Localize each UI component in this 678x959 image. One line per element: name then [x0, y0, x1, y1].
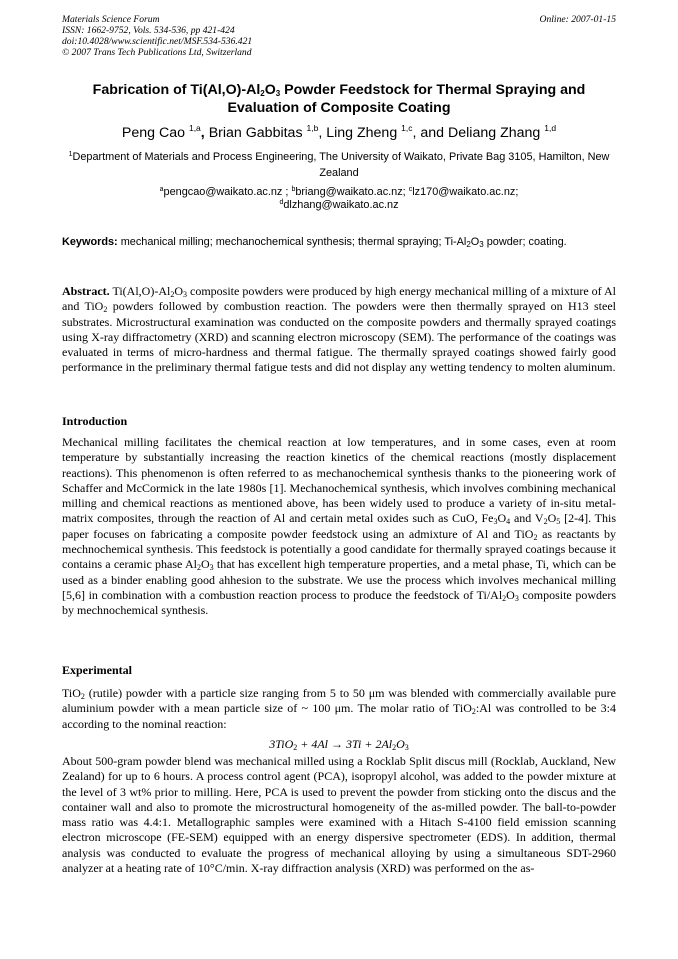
author-affil-mark: 1,d — [544, 123, 557, 133]
reaction-equation — [62, 737, 616, 752]
author-name: Ling Zheng — [326, 125, 398, 141]
intro-sub: 2 — [196, 563, 201, 573]
keywords — [62, 235, 616, 249]
abstract-text: composite powders were produced by high energy mechanical milling of a mixture of Al and TiO — [62, 284, 617, 314]
exp-sub: 2 — [471, 707, 476, 717]
email-a[interactable]: pengcao@waikato.ac.nz ; — [163, 186, 289, 198]
intro-text: [2-4]. This paper focuses on fabricating a composite powder feedstock using an admixture of Al and TiO — [62, 511, 617, 541]
email-c[interactable]: lz170@waikato.ac.nz; — [412, 186, 519, 198]
abstract-text: O — [174, 284, 184, 298]
intro-text: O — [506, 587, 515, 602]
keywords-label: Keywords: — [62, 236, 118, 248]
journal-header — [62, 14, 616, 58]
online-date: Online: 2007-01-15 — [539, 14, 616, 25]
affiliation-text: Department of Materials and Process Engineering, The University of Waikato, Private Bag 3105, Hamilton, New Zealand — [72, 151, 610, 179]
author-name: Deliang Zhang — [448, 125, 541, 141]
email-mark-c: c — [408, 186, 413, 193]
abstract-sub: 2 — [170, 290, 175, 299]
keywords-text: mechanical milling; mechanochemical synthesis; thermal spraying; Ti-Al — [117, 236, 467, 248]
equation-text: O — [396, 737, 405, 751]
intro-sub: 4 — [506, 517, 511, 527]
affiliation-mark: 1 — [68, 151, 73, 158]
exp-text: :Al was controlled to be 3:4 according to the nominal reaction: — [62, 701, 616, 731]
intro-sub: 2 — [543, 517, 548, 527]
intro-text: O — [200, 557, 210, 572]
intro-text: O — [497, 511, 507, 526]
intro-text: Mechanical milling facilitates the chemical reaction at low temperatures, and in some cases, even at room temperature by substantially increasing the reaction kinetics of the chemical reactions (mostly displacement reactions). This phenomenon is often referred to as mechanochemical synthesis thanks to the pioneering work of Schaffer and McCormick in the late 1980s [1]. Mechanochemical synthesis, which involves combining mechanical milling and chemical reactions as mentioned above, has been widely used to produce a variety of in-situ metal-matrix composites, through the reaction of Al and certain metal oxides such as CuO, Fe — [62, 435, 616, 526]
keywords-text: powder; coating. — [483, 236, 567, 248]
introduction-paragraph — [62, 435, 616, 619]
experimental-heading: Experimental — [62, 663, 132, 677]
abstract-text: Ti(Al,O)-Al — [109, 284, 171, 298]
equation-sub: 3 — [404, 743, 409, 752]
keywords-sub: 2 — [466, 240, 471, 249]
journal-name: Materials Science Forum — [62, 14, 160, 25]
exp-sub: 2 — [80, 692, 85, 701]
author-affil-mark: 1,a — [188, 123, 201, 133]
keywords-text: O — [470, 236, 480, 248]
email-b[interactable]: briang@waikato.ac.nz; — [295, 186, 406, 198]
intro-text: that has excellent high temperature properties, and a metal phase, Ti, which can be used as a binder enabling good ahhesion to the substrate. We use the process which involves mechanical milling [5,6] in combination with a combustion reaction process to produce the feedstock of Ti/Al — [62, 557, 616, 602]
intro-text: as reactants by mechnochemical synthesis. This feedstock is potentially a good candidate for thermally sprayed coatings because it contains a ceramic phase Al — [62, 526, 616, 572]
author-name: Brian Gabbitas — [208, 125, 303, 141]
email-mark-a: a — [159, 186, 164, 193]
author-list — [62, 124, 616, 142]
email-mark-d: d — [279, 199, 284, 206]
equation-sub: 2 — [293, 743, 298, 752]
author-affil-mark: 1,b — [306, 123, 319, 133]
intro-sub: 2 — [502, 593, 507, 603]
intro-sub: 3 — [209, 563, 214, 573]
author-separator: , and — [412, 125, 449, 141]
intro-sub: 5 — [556, 517, 561, 527]
introduction-heading: Introduction — [62, 414, 128, 428]
equation-sub: 2 — [392, 743, 397, 752]
exp-text: TiO — [62, 686, 81, 700]
title-text-1: Fabrication of Ti(Al,O)-Al — [92, 82, 261, 98]
issn-line: ISSN: 1662-9752, Vols. 534-536, pp 421-424 — [62, 25, 235, 36]
title-sub-1: 2 — [260, 89, 265, 98]
intro-text: O — [547, 511, 557, 526]
title-text-3: Powder Feedstock for Thermal Spraying and Evaluation of Composite Coating — [227, 82, 586, 116]
paper-title — [62, 82, 616, 117]
author-separator: , — [200, 125, 209, 141]
abstract-label: Abstract. — [62, 284, 110, 298]
keywords-sub: 3 — [479, 240, 484, 249]
author-emails — [62, 186, 616, 212]
affiliation — [62, 150, 616, 181]
equation-text: 3TiO — [269, 737, 294, 751]
abstract — [62, 284, 616, 376]
author-separator: , — [318, 125, 327, 141]
doi-line[interactable]: doi:10.4028/www.scientific.net/MSF.534-536.421 — [62, 36, 253, 47]
intro-sub: 3 — [514, 593, 519, 603]
intro-text: composite powders by mechnochemical synthesis. — [62, 587, 616, 618]
experimental-paragraph-1 — [62, 686, 616, 732]
author-affil-mark: 1,c — [401, 123, 413, 133]
intro-sub: 2 — [533, 532, 538, 542]
abstract-sub: 2 — [103, 305, 108, 315]
intro-sub: 3 — [493, 517, 498, 527]
email-d[interactable]: dlzhang@waikato.ac.nz — [283, 199, 399, 211]
title-sub-2: 3 — [275, 89, 281, 98]
email-mark-b: b — [291, 186, 296, 193]
title-text-2: O — [264, 82, 276, 98]
abstract-sub: 3 — [183, 290, 188, 299]
experimental-paragraph-2: About 500-gram powder blend was mechanical milled using a Rocklab Split discus mill (Rocklab, Auckland, New Zealand) for up to 6 hours. A process control agent (PCA), isopropyl alcohol, was added to the powder mixture at the level of 3 wt% prior to milling. Here, PCA is used to prevent the powder from sticking onto the discus and the container wall and also to promote the microstructural homogeneity of the as-milled powder. The ball-to-powder mass ratio was 4.4:1. Metallographic samples were examined with a Hitach S-4100 field emission scanning electron microscope (FE-SEM) equipped with an energy dispersive spectrometer (EDS). In addition, thermal analysis was conducted to evaluate the progress of mechanical alloying by using a simultaneous SDT-2960 analyzer at a heating rate of 10°C/min. X-ray diffraction analysis (XRD) was performed on the as- — [62, 754, 616, 876]
author-name: Peng Cao — [121, 125, 186, 141]
abstract-text: powders followed by combustion reaction. The powders were then thermally sprayed on H13 steel substrates. Microstructural examination was conducted on the composite powders and thermally sprayed coatings using X-ray diffractometry (XRD) and scanning electron microscopy (SEM). The performance of the coatings was evaluated in terms of micro-hardness and thermal fatigue. The thermally sprayed coatings showed fairly good performance in the preliminary thermal fatigue tests and did not display any wetting tendency to molten aluminum. — [62, 299, 616, 375]
exp-text: (rutile) powder with a particle size ranging from 5 to 50 μm was blended with commercially available pure aluminium powder with a mean particle size of ~ 100 μm. The molar ratio of TiO — [62, 686, 616, 716]
intro-text: and V — [510, 511, 544, 526]
copyright-line: © 2007 Trans Tech Publications Ltd, Switzerland — [62, 47, 252, 58]
equation-text: + 4Al → 3Ti + 2Al — [297, 737, 393, 751]
